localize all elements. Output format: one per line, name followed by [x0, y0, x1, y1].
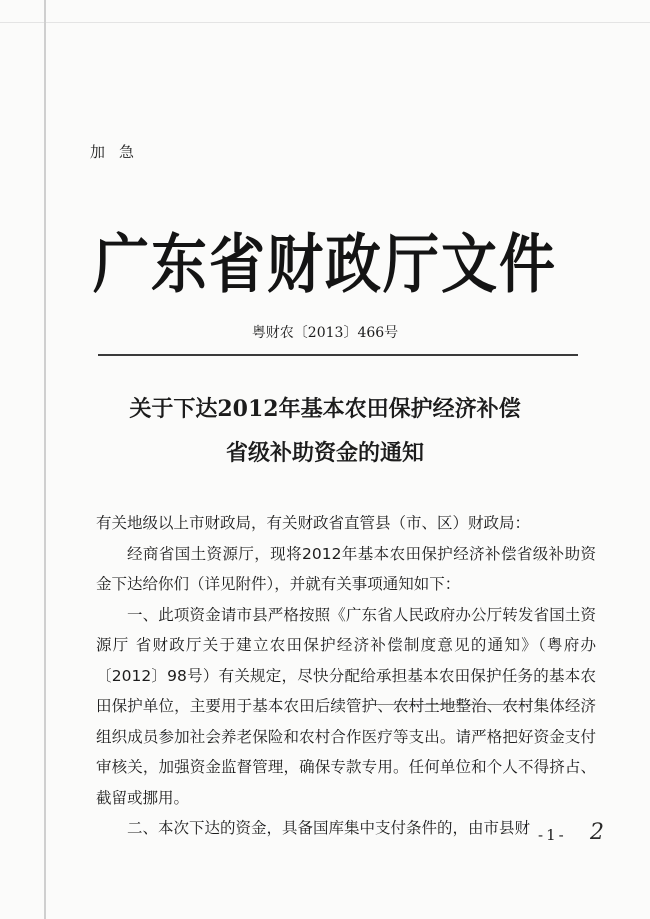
page-number: -1- — [538, 826, 567, 844]
issuer-header-title: 广东省财政厅文件 — [93, 227, 557, 303]
body-paragraph: 二、本次下达的资金，具备国库集中支付条件的，由市县财 — [127, 819, 531, 837]
notice-body — [96, 508, 596, 844]
urgency-label: 加急 — [90, 143, 149, 161]
body-paragraph: 经商省国土资源厅，现将2012年基本农田保护经济补偿省级补助资金下达给你们（详见附件），并就有关事项通知如下： — [96, 544, 596, 593]
document-number: 粤财农〔2013〕466号 — [251, 325, 399, 341]
notice-title-line1: 关于下达2012年基本农田保护经济补偿 — [129, 396, 521, 422]
notice-title-line2: 省级补助资金的通知 — [225, 440, 424, 466]
salutation: 有关地级以上市财政局，有关财政省直管县（市、区）财政局： — [96, 514, 531, 532]
header-divider — [98, 354, 578, 356]
handwritten-page-mark: 2 — [590, 820, 604, 845]
body-paragraph: 一、此项资金请市县严格按照《广东省人民政府办公厅转发省国土资源厅 省财政厅关于建立农田保护经济补偿制度意见的通知》（粤府办〔2012〕98号）有关规定，尽快分配给承担基本农田保护任务的基本农田保护单位，主要用于基本农田后续管护、农村土地整治、农村集体经济组织成员参加社会养老保险和农村合作医疗等支出。请严格把好资金支付审核关，加强资金监督管理，确保专款专用。任何单位和个人不得挤占、截留或挪用。 — [96, 605, 596, 807]
scan-top-edge — [0, 22, 650, 23]
